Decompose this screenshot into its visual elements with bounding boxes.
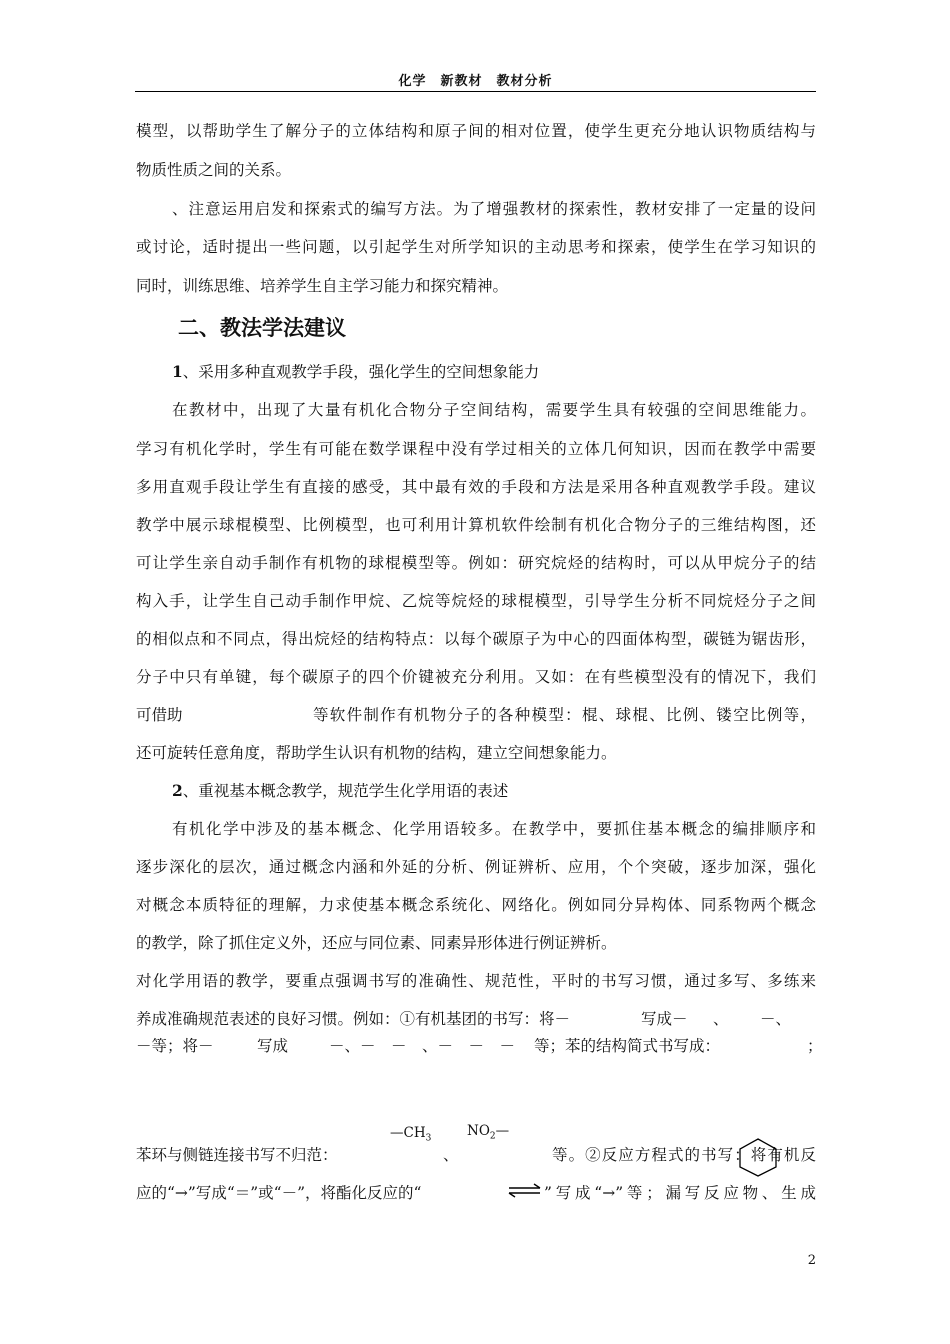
formula-text: —CH xyxy=(390,1125,426,1141)
paragraph-fragment: －、 xyxy=(760,1010,792,1028)
formula-subscript: 2 xyxy=(489,1131,496,1142)
paragraph-fragment: 写成－ xyxy=(641,1010,688,1028)
paragraph-line: 在教材中，出现了大量有机化合物分子空间结构，需要学生具有较强的空间思维能力。 xyxy=(172,401,816,419)
paragraph-line: 的教学，除了抓住定义外，还应与同位素、同素异形体进行例证辨析。 xyxy=(136,934,617,952)
paragraph-line: 可借助 xyxy=(136,706,183,724)
paragraph-fragment: 、 xyxy=(443,1146,459,1164)
page-header: 化学 新教材 教材分析 xyxy=(398,74,553,89)
paragraph-line: 构入手，让学生自己动手制作甲烷、乙烷等烷烃的球棍模型，引导学生分析不同烷烃分子之间 xyxy=(136,592,816,610)
paragraph-line: 同时，训练思维、培养学生自主学习能力和探究精神。 xyxy=(136,277,509,295)
equilibrium-arrow-icon xyxy=(506,1183,544,1199)
paragraph-fragment: ”写成“→”等；漏写反应物、生成 xyxy=(544,1184,816,1202)
subheading-text: 、重视基本概念教学，规范学生化学用语的表述 xyxy=(182,782,509,800)
header-rule xyxy=(135,91,816,92)
formula-no2 xyxy=(467,1123,509,1142)
paragraph-line: 等软件制作有机物分子的各种模型：棍、球棍、比例、镂空比例等， xyxy=(313,706,816,724)
paragraph-fragment: 、 xyxy=(713,1010,729,1028)
subheading-text: 、采用多种直观教学手段，强化学生的空间想象能力 xyxy=(182,363,540,381)
formula-ch3 xyxy=(390,1125,431,1144)
paragraph-line: 模型，以帮助学生了解分子的立体结构和原子间的相对位置，使学生更充分地认识物质结构与 xyxy=(136,122,816,140)
paragraph-line: 对概念本质特征的理解，力求使基本概念系统化、网络化。例如同分异构体、同系物两个概念 xyxy=(136,896,816,914)
paragraph-fragment: 等；苯的结构简式书写成： xyxy=(534,1037,721,1055)
paragraph-line: －等；将－ xyxy=(136,1037,214,1055)
benzene-ring-icon xyxy=(736,1137,780,1177)
paragraph-line: 对化学用语的教学，要重点强调书写的准确性、规范性，平时的书写习惯，通过多写、多练来 xyxy=(136,972,816,990)
paragraph-line: 、注意运用启发和探索式的编写方法。为了增强教材的探索性，教材安排了一定量的设问 xyxy=(172,200,816,218)
subheading-2 xyxy=(172,781,508,801)
paragraph-line: 逐步深化的层次，通过概念内涵和外延的分析、例证辨析、应用，个个突破，逐步加深，强化 xyxy=(136,858,816,876)
paragraph-line: 分子中只有单键，每个碳原子的四个价键被充分利用。又如：在有些模型没有的情况下，我们 xyxy=(136,668,816,686)
paragraph-line: 物质性质之间的关系。 xyxy=(136,161,292,179)
paragraph-line: 或讨论，适时提出一些问题，以引起学生对所学知识的主动思考和探索，使学生在学习知识的 xyxy=(136,238,816,256)
paragraph-line: 还可旋转任意角度，帮助学生认识有机物的结构，建立空间想象能力。 xyxy=(136,744,617,762)
page-number: 2 xyxy=(807,1253,816,1268)
paragraph-line: 养成准确规范表述的良好习惯。例如：①有机基团的书写：将－ xyxy=(136,1010,571,1028)
formula-text: NO xyxy=(467,1123,490,1139)
subheading-number: 1 xyxy=(172,362,183,381)
paragraph-fragment: 等。②反应方程式的书写：将有机反 xyxy=(552,1146,816,1164)
paragraph-fragment: ； xyxy=(807,1037,823,1055)
paragraph-line: 苯环与侧链连接书写不归范： xyxy=(136,1146,338,1164)
paragraph-line: 多用直观手段让学生有直接的感受，其中最有效的手段和方法是采用各种直观教学手段。建议 xyxy=(136,478,816,496)
paragraph-line: 应的“→”写成“＝”或“－”，将酯化反应的“ xyxy=(136,1184,422,1202)
subheading-number: 2 xyxy=(172,781,183,800)
paragraph-line: 的相似点和不同点，得出烷烃的结构特点：以每个碳原子为中心的四面体构型，碳链为锯齿形， xyxy=(136,630,816,648)
paragraph-line: 教学中展示球棍模型、比例模型，也可利用计算机软件绘制有机化合物分子的三维结构图，还 xyxy=(136,516,816,534)
paragraph-line: 有机化学中涉及的基本概念、化学用语较多。在教学中，要抓住基本概念的编排顺序和 xyxy=(172,820,816,838)
paragraph-line: 学习有机化学时，学生有可能在数学课程中没有学过相关的立体几何知识，因而在教学中需要 xyxy=(136,440,816,458)
paragraph-line: 可让学生亲自动手制作有机物的球棍模型等。例如：研究烷烃的结构时，可以从甲烷分子的结 xyxy=(136,554,816,572)
formula-subscript: 3 xyxy=(425,1133,432,1144)
paragraph-fragment: 写成 xyxy=(257,1037,289,1055)
subheading-1 xyxy=(172,362,539,382)
section-heading: 二、教法学法建议 xyxy=(178,316,346,340)
paragraph-fragment: －、－ － 、－ － － xyxy=(329,1037,516,1055)
formula-text: — xyxy=(495,1123,510,1139)
